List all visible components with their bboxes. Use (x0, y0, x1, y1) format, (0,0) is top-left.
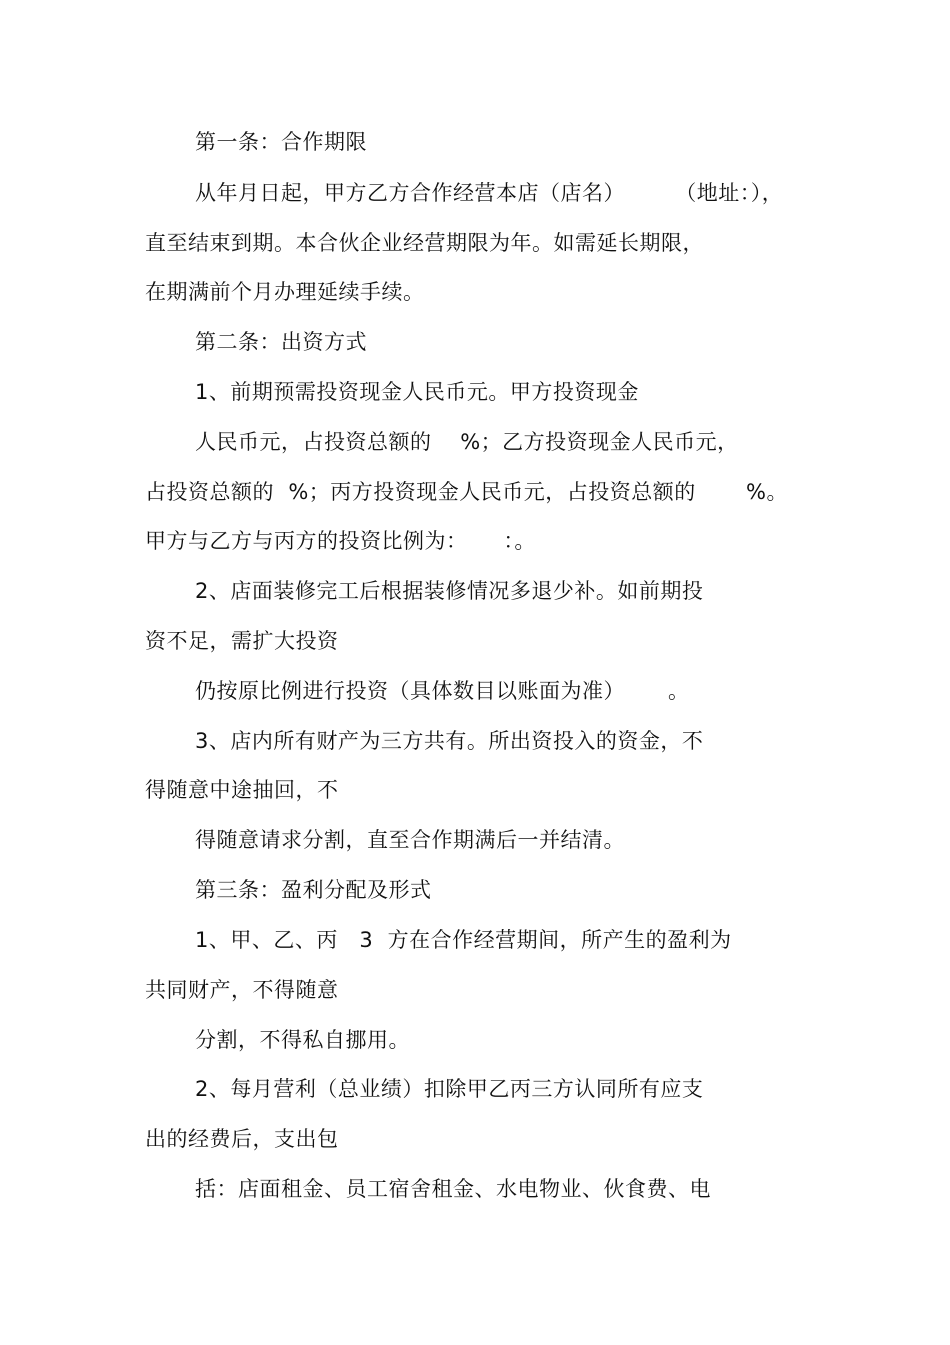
paragraph-line: 人民币元，占投资总额的 %；乙方投资现金人民币元， (195, 430, 739, 454)
paragraph-line: 共同财产，不得随意 (145, 978, 339, 1002)
paragraph-line: 得随意请求分割，直至合作期满后一并结清。 (195, 828, 625, 852)
paragraph-line: 括：店面租金、员工宿舍租金、水电物业、伙食费、电 (195, 1177, 711, 1201)
paragraph-line: 3、店内所有财产为三方共有。所出资投入的资金，不 (195, 729, 704, 753)
paragraph-line: 占投资总额的 %；丙方投资现金人民币元，占投资总额的 %。 (145, 480, 788, 504)
paragraph-line: 从年月日起，甲方乙方合作经营本店（店名） （地址：）， (195, 181, 784, 205)
paragraph-line: 在期满前个月办理延续手续。 (145, 280, 425, 304)
paragraph-line: 1、甲、乙、丙 3 方在合作经营期间，所产生的盈利为 (195, 928, 732, 952)
paragraph-line: 分割，不得私自挪用。 (195, 1028, 410, 1052)
article-2-heading: 第二条：出资方式 (195, 330, 367, 354)
paragraph-line: 得随意中途抽回，不 (145, 778, 339, 802)
article-1-heading: 第一条：合作期限 (195, 130, 367, 154)
paragraph-line: 直至结束到期。本合伙企业经营期限为年。如需延长期限， (145, 231, 704, 255)
paragraph-line: 仍按原比例进行投资（具体数目以账面为准） 。 (195, 679, 690, 703)
paragraph-line: 2、店面装修完工后根据装修情况多退少补。如前期投 (195, 579, 704, 603)
paragraph-line: 资不足，需扩大投资 (145, 629, 339, 653)
paragraph-line: 出的经费后，支出包 (145, 1127, 339, 1151)
article-3-heading: 第三条：盈利分配及形式 (195, 878, 432, 902)
paragraph-line: 甲方与乙方与丙方的投资比例为： ：。 (145, 529, 536, 553)
paragraph-line: 1、前期预需投资现金人民币元。甲方投资现金 (195, 380, 639, 404)
paragraph-line: 2、每月营利（总业绩）扣除甲乙丙三方认同所有应支 (195, 1077, 704, 1101)
